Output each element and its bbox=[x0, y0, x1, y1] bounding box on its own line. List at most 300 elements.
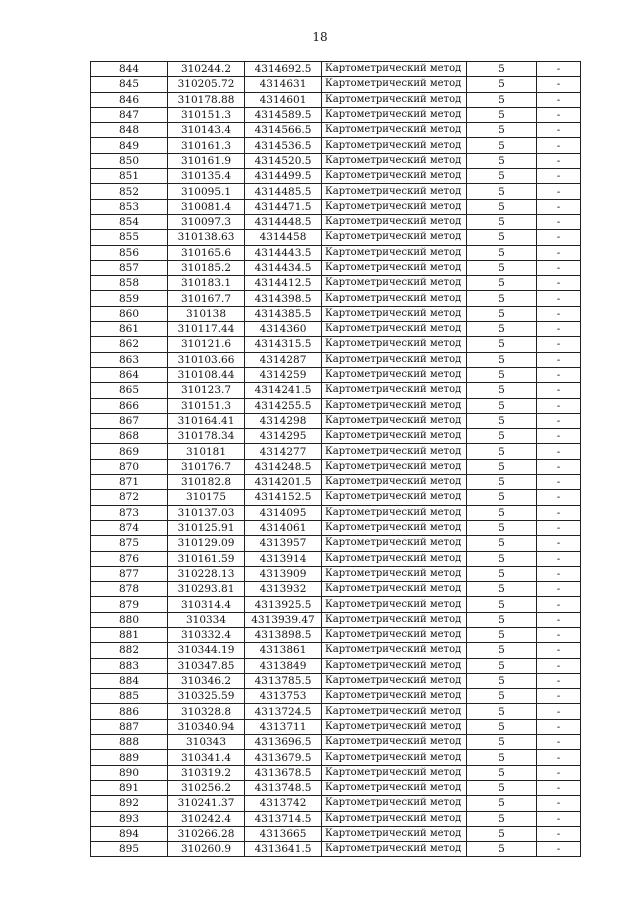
note-cell: - bbox=[537, 62, 581, 77]
note-cell: - bbox=[537, 719, 581, 734]
table-row bbox=[91, 199, 581, 214]
point-number-cell: 870 bbox=[91, 459, 168, 474]
method-cell: Картометрический метод bbox=[322, 658, 467, 673]
table-row bbox=[91, 92, 581, 107]
accuracy-cell: 5 bbox=[467, 123, 537, 138]
x-coordinate-cell: 310178.88 bbox=[168, 92, 245, 107]
accuracy-cell: 5 bbox=[467, 536, 537, 551]
accuracy-cell: 5 bbox=[467, 765, 537, 780]
method-cell: Картометрический метод bbox=[322, 153, 467, 168]
accuracy-cell: 5 bbox=[467, 597, 537, 612]
table-row bbox=[91, 230, 581, 245]
x-coordinate-cell: 310125.91 bbox=[168, 520, 245, 535]
note-cell: - bbox=[537, 490, 581, 505]
method-cell: Картометрический метод bbox=[322, 505, 467, 520]
note-cell: - bbox=[537, 214, 581, 229]
table-row bbox=[91, 184, 581, 199]
accuracy-cell: 5 bbox=[467, 704, 537, 719]
method-cell: Картометрический метод bbox=[322, 398, 467, 413]
note-cell: - bbox=[537, 276, 581, 291]
method-cell: Картометрический метод bbox=[322, 306, 467, 321]
note-cell: - bbox=[537, 77, 581, 92]
point-number-cell: 893 bbox=[91, 811, 168, 826]
x-coordinate-cell: 310161.3 bbox=[168, 138, 245, 153]
y-coordinate-cell: 4313665 bbox=[245, 826, 322, 841]
point-number-cell: 859 bbox=[91, 291, 168, 306]
y-coordinate-cell: 4314152.5 bbox=[245, 490, 322, 505]
accuracy-cell: 5 bbox=[467, 444, 537, 459]
y-coordinate-cell: 4314277 bbox=[245, 444, 322, 459]
point-number-cell: 869 bbox=[91, 444, 168, 459]
note-cell: - bbox=[537, 184, 581, 199]
point-number-cell: 890 bbox=[91, 765, 168, 780]
accuracy-cell: 5 bbox=[467, 750, 537, 765]
x-coordinate-cell: 310108.44 bbox=[168, 367, 245, 382]
y-coordinate-cell: 4313849 bbox=[245, 658, 322, 673]
point-number-cell: 846 bbox=[91, 92, 168, 107]
x-coordinate-cell: 310129.09 bbox=[168, 536, 245, 551]
table-row bbox=[91, 398, 581, 413]
table-row bbox=[91, 413, 581, 428]
accuracy-cell: 5 bbox=[467, 658, 537, 673]
table-row bbox=[91, 536, 581, 551]
point-number-cell: 878 bbox=[91, 582, 168, 597]
point-number-cell: 871 bbox=[91, 475, 168, 490]
point-number-cell: 856 bbox=[91, 245, 168, 260]
method-cell: Картометрический метод bbox=[322, 842, 467, 857]
x-coordinate-cell: 310260.9 bbox=[168, 842, 245, 857]
note-cell: - bbox=[537, 459, 581, 474]
note-cell: - bbox=[537, 520, 581, 535]
accuracy-cell: 5 bbox=[467, 520, 537, 535]
table-row bbox=[91, 780, 581, 795]
point-number-cell: 848 bbox=[91, 123, 168, 138]
page-number: 18 bbox=[312, 30, 328, 44]
y-coordinate-cell: 4314520.5 bbox=[245, 153, 322, 168]
point-number-cell: 892 bbox=[91, 796, 168, 811]
table-row bbox=[91, 658, 581, 673]
table-row bbox=[91, 643, 581, 658]
x-coordinate-cell: 310332.4 bbox=[168, 627, 245, 642]
x-coordinate-cell: 310164.41 bbox=[168, 413, 245, 428]
method-cell: Картометрический метод bbox=[322, 230, 467, 245]
accuracy-cell: 5 bbox=[467, 551, 537, 566]
x-coordinate-cell: 310319.2 bbox=[168, 765, 245, 780]
note-cell: - bbox=[537, 337, 581, 352]
y-coordinate-cell: 4314589.5 bbox=[245, 107, 322, 122]
method-cell: Картометрический метод bbox=[322, 520, 467, 535]
x-coordinate-cell: 310241.37 bbox=[168, 796, 245, 811]
y-coordinate-cell: 4314448.5 bbox=[245, 214, 322, 229]
point-number-cell: 868 bbox=[91, 429, 168, 444]
coordinates-table-body bbox=[91, 62, 581, 857]
method-cell: Картометрический метод bbox=[322, 260, 467, 275]
accuracy-cell: 5 bbox=[467, 169, 537, 184]
y-coordinate-cell: 4314471.5 bbox=[245, 199, 322, 214]
point-number-cell: 853 bbox=[91, 199, 168, 214]
note-cell: - bbox=[537, 536, 581, 551]
method-cell: Картометрический метод bbox=[322, 750, 467, 765]
point-number-cell: 858 bbox=[91, 276, 168, 291]
note-cell: - bbox=[537, 811, 581, 826]
y-coordinate-cell: 4314315.5 bbox=[245, 337, 322, 352]
y-coordinate-cell: 4314536.5 bbox=[245, 138, 322, 153]
accuracy-cell: 5 bbox=[467, 276, 537, 291]
table-row bbox=[91, 459, 581, 474]
x-coordinate-cell: 310103.66 bbox=[168, 352, 245, 367]
note-cell: - bbox=[537, 444, 581, 459]
point-number-cell: 880 bbox=[91, 612, 168, 627]
y-coordinate-cell: 4313641.5 bbox=[245, 842, 322, 857]
x-coordinate-cell: 310135.4 bbox=[168, 169, 245, 184]
x-coordinate-cell: 310340.94 bbox=[168, 719, 245, 734]
method-cell: Картометрический метод bbox=[322, 643, 467, 658]
accuracy-cell: 5 bbox=[467, 627, 537, 642]
point-number-cell: 851 bbox=[91, 169, 168, 184]
method-cell: Картометрический метод bbox=[322, 704, 467, 719]
method-cell: Картометрический метод bbox=[322, 780, 467, 795]
x-coordinate-cell: 310341.4 bbox=[168, 750, 245, 765]
point-number-cell: 849 bbox=[91, 138, 168, 153]
x-coordinate-cell: 310183.1 bbox=[168, 276, 245, 291]
method-cell: Картометрический метод bbox=[322, 92, 467, 107]
point-number-cell: 891 bbox=[91, 780, 168, 795]
y-coordinate-cell: 4314295 bbox=[245, 429, 322, 444]
x-coordinate-cell: 310137.03 bbox=[168, 505, 245, 520]
note-cell: - bbox=[537, 475, 581, 490]
x-coordinate-cell: 310244.2 bbox=[168, 62, 245, 77]
table-row bbox=[91, 673, 581, 688]
point-number-cell: 876 bbox=[91, 551, 168, 566]
x-coordinate-cell: 310151.3 bbox=[168, 107, 245, 122]
accuracy-cell: 5 bbox=[467, 796, 537, 811]
accuracy-cell: 5 bbox=[467, 398, 537, 413]
table-row bbox=[91, 735, 581, 750]
table-row bbox=[91, 490, 581, 505]
accuracy-cell: 5 bbox=[467, 62, 537, 77]
accuracy-cell: 5 bbox=[467, 352, 537, 367]
method-cell: Картометрический метод bbox=[322, 337, 467, 352]
method-cell: Картометрический метод bbox=[322, 566, 467, 581]
accuracy-cell: 5 bbox=[467, 138, 537, 153]
point-number-cell: 855 bbox=[91, 230, 168, 245]
point-number-cell: 888 bbox=[91, 735, 168, 750]
point-number-cell: 865 bbox=[91, 383, 168, 398]
table-row bbox=[91, 566, 581, 581]
method-cell: Картометрический метод bbox=[322, 490, 467, 505]
x-coordinate-cell: 310123.7 bbox=[168, 383, 245, 398]
method-cell: Картометрический метод bbox=[322, 536, 467, 551]
method-cell: Картометрический метод bbox=[322, 475, 467, 490]
table-row bbox=[91, 796, 581, 811]
y-coordinate-cell: 4313696.5 bbox=[245, 735, 322, 750]
y-coordinate-cell: 4313742 bbox=[245, 796, 322, 811]
accuracy-cell: 5 bbox=[467, 337, 537, 352]
accuracy-cell: 5 bbox=[467, 245, 537, 260]
table-row bbox=[91, 123, 581, 138]
accuracy-cell: 5 bbox=[467, 582, 537, 597]
table-row bbox=[91, 107, 581, 122]
y-coordinate-cell: 4314443.5 bbox=[245, 245, 322, 260]
method-cell: Картометрический метод bbox=[322, 597, 467, 612]
table-row bbox=[91, 138, 581, 153]
accuracy-cell: 5 bbox=[467, 780, 537, 795]
note-cell: - bbox=[537, 582, 581, 597]
method-cell: Картометрический метод bbox=[322, 429, 467, 444]
note-cell: - bbox=[537, 367, 581, 382]
point-number-cell: 885 bbox=[91, 689, 168, 704]
y-coordinate-cell: 4314201.5 bbox=[245, 475, 322, 490]
method-cell: Картометрический метод bbox=[322, 291, 467, 306]
note-cell: - bbox=[537, 107, 581, 122]
coordinates-table bbox=[90, 61, 581, 857]
note-cell: - bbox=[537, 322, 581, 337]
table-row bbox=[91, 689, 581, 704]
method-cell: Картометрический метод bbox=[322, 138, 467, 153]
accuracy-cell: 5 bbox=[467, 719, 537, 734]
method-cell: Картометрический метод bbox=[322, 811, 467, 826]
x-coordinate-cell: 310175 bbox=[168, 490, 245, 505]
note-cell: - bbox=[537, 138, 581, 153]
accuracy-cell: 5 bbox=[467, 184, 537, 199]
y-coordinate-cell: 4313932 bbox=[245, 582, 322, 597]
point-number-cell: 889 bbox=[91, 750, 168, 765]
y-coordinate-cell: 4313939.47 bbox=[245, 612, 322, 627]
note-cell: - bbox=[537, 123, 581, 138]
y-coordinate-cell: 4314360 bbox=[245, 322, 322, 337]
x-coordinate-cell: 310138.63 bbox=[168, 230, 245, 245]
table-row bbox=[91, 475, 581, 490]
note-cell: - bbox=[537, 291, 581, 306]
y-coordinate-cell: 4314398.5 bbox=[245, 291, 322, 306]
x-coordinate-cell: 310181 bbox=[168, 444, 245, 459]
point-number-cell: 874 bbox=[91, 520, 168, 535]
point-number-cell: 894 bbox=[91, 826, 168, 841]
note-cell: - bbox=[537, 92, 581, 107]
x-coordinate-cell: 310161.9 bbox=[168, 153, 245, 168]
table-row bbox=[91, 337, 581, 352]
table-row bbox=[91, 322, 581, 337]
method-cell: Картометрический метод bbox=[322, 62, 467, 77]
table-row bbox=[91, 77, 581, 92]
point-number-cell: 875 bbox=[91, 536, 168, 551]
method-cell: Картометрический метод bbox=[322, 551, 467, 566]
table-row bbox=[91, 582, 581, 597]
y-coordinate-cell: 4313898.5 bbox=[245, 627, 322, 642]
point-number-cell: 881 bbox=[91, 627, 168, 642]
x-coordinate-cell: 310176.7 bbox=[168, 459, 245, 474]
table-row bbox=[91, 811, 581, 826]
note-cell: - bbox=[537, 750, 581, 765]
accuracy-cell: 5 bbox=[467, 107, 537, 122]
point-number-cell: 861 bbox=[91, 322, 168, 337]
x-coordinate-cell: 310161.59 bbox=[168, 551, 245, 566]
x-coordinate-cell: 310266.28 bbox=[168, 826, 245, 841]
table-row bbox=[91, 765, 581, 780]
x-coordinate-cell: 310167.7 bbox=[168, 291, 245, 306]
x-coordinate-cell: 310185.2 bbox=[168, 260, 245, 275]
accuracy-cell: 5 bbox=[467, 322, 537, 337]
accuracy-cell: 5 bbox=[467, 689, 537, 704]
point-number-cell: 845 bbox=[91, 77, 168, 92]
y-coordinate-cell: 4314255.5 bbox=[245, 398, 322, 413]
method-cell: Картометрический метод bbox=[322, 582, 467, 597]
x-coordinate-cell: 310165.6 bbox=[168, 245, 245, 260]
point-number-cell: 852 bbox=[91, 184, 168, 199]
x-coordinate-cell: 310121.6 bbox=[168, 337, 245, 352]
y-coordinate-cell: 4314601 bbox=[245, 92, 322, 107]
x-coordinate-cell: 310228.13 bbox=[168, 566, 245, 581]
point-number-cell: 854 bbox=[91, 214, 168, 229]
table-row bbox=[91, 551, 581, 566]
table-row bbox=[91, 169, 581, 184]
x-coordinate-cell: 310095.1 bbox=[168, 184, 245, 199]
accuracy-cell: 5 bbox=[467, 505, 537, 520]
point-number-cell: 882 bbox=[91, 643, 168, 658]
y-coordinate-cell: 4314412.5 bbox=[245, 276, 322, 291]
y-coordinate-cell: 4314241.5 bbox=[245, 383, 322, 398]
y-coordinate-cell: 4314631 bbox=[245, 77, 322, 92]
method-cell: Картометрический метод bbox=[322, 245, 467, 260]
table-row bbox=[91, 750, 581, 765]
note-cell: - bbox=[537, 352, 581, 367]
method-cell: Картометрический метод bbox=[322, 184, 467, 199]
method-cell: Картометрический метод bbox=[322, 689, 467, 704]
x-coordinate-cell: 310314.4 bbox=[168, 597, 245, 612]
note-cell: - bbox=[537, 627, 581, 642]
y-coordinate-cell: 4314499.5 bbox=[245, 169, 322, 184]
y-coordinate-cell: 4313679.5 bbox=[245, 750, 322, 765]
note-cell: - bbox=[537, 551, 581, 566]
accuracy-cell: 5 bbox=[467, 413, 537, 428]
note-cell: - bbox=[537, 796, 581, 811]
y-coordinate-cell: 4313753 bbox=[245, 689, 322, 704]
method-cell: Картометрический метод bbox=[322, 413, 467, 428]
accuracy-cell: 5 bbox=[467, 230, 537, 245]
point-number-cell: 872 bbox=[91, 490, 168, 505]
accuracy-cell: 5 bbox=[467, 475, 537, 490]
x-coordinate-cell: 310293.81 bbox=[168, 582, 245, 597]
method-cell: Картометрический метод bbox=[322, 765, 467, 780]
point-number-cell: 864 bbox=[91, 367, 168, 382]
y-coordinate-cell: 4313925.5 bbox=[245, 597, 322, 612]
method-cell: Картометрический метод bbox=[322, 459, 467, 474]
method-cell: Картометрический метод bbox=[322, 214, 467, 229]
x-coordinate-cell: 310205.72 bbox=[168, 77, 245, 92]
accuracy-cell: 5 bbox=[467, 566, 537, 581]
note-cell: - bbox=[537, 398, 581, 413]
note-cell: - bbox=[537, 765, 581, 780]
point-number-cell: 873 bbox=[91, 505, 168, 520]
accuracy-cell: 5 bbox=[467, 383, 537, 398]
note-cell: - bbox=[537, 826, 581, 841]
note-cell: - bbox=[537, 842, 581, 857]
method-cell: Картометрический метод bbox=[322, 367, 467, 382]
table-row bbox=[91, 367, 581, 382]
point-number-cell: 860 bbox=[91, 306, 168, 321]
x-coordinate-cell: 310334 bbox=[168, 612, 245, 627]
point-number-cell: 879 bbox=[91, 597, 168, 612]
x-coordinate-cell: 310151.3 bbox=[168, 398, 245, 413]
accuracy-cell: 5 bbox=[467, 826, 537, 841]
accuracy-cell: 5 bbox=[467, 367, 537, 382]
accuracy-cell: 5 bbox=[467, 459, 537, 474]
y-coordinate-cell: 4314434.5 bbox=[245, 260, 322, 275]
accuracy-cell: 5 bbox=[467, 673, 537, 688]
y-coordinate-cell: 4313714.5 bbox=[245, 811, 322, 826]
point-number-cell: 866 bbox=[91, 398, 168, 413]
point-number-cell: 877 bbox=[91, 566, 168, 581]
note-cell: - bbox=[537, 673, 581, 688]
accuracy-cell: 5 bbox=[467, 735, 537, 750]
point-number-cell: 886 bbox=[91, 704, 168, 719]
point-number-cell: 850 bbox=[91, 153, 168, 168]
x-coordinate-cell: 310117.44 bbox=[168, 322, 245, 337]
method-cell: Картометрический метод bbox=[322, 276, 467, 291]
y-coordinate-cell: 4313914 bbox=[245, 551, 322, 566]
point-number-cell: 867 bbox=[91, 413, 168, 428]
table-row bbox=[91, 520, 581, 535]
note-cell: - bbox=[537, 230, 581, 245]
y-coordinate-cell: 4314458 bbox=[245, 230, 322, 245]
x-coordinate-cell: 310347.85 bbox=[168, 658, 245, 673]
y-coordinate-cell: 4313785.5 bbox=[245, 673, 322, 688]
note-cell: - bbox=[537, 306, 581, 321]
table-row bbox=[91, 505, 581, 520]
method-cell: Картометрический метод bbox=[322, 735, 467, 750]
y-coordinate-cell: 4313861 bbox=[245, 643, 322, 658]
accuracy-cell: 5 bbox=[467, 842, 537, 857]
x-coordinate-cell: 310143.4 bbox=[168, 123, 245, 138]
point-number-cell: 863 bbox=[91, 352, 168, 367]
method-cell: Картометрический метод bbox=[322, 107, 467, 122]
y-coordinate-cell: 4313909 bbox=[245, 566, 322, 581]
method-cell: Картометрический метод bbox=[322, 673, 467, 688]
note-cell: - bbox=[537, 780, 581, 795]
y-coordinate-cell: 4313957 bbox=[245, 536, 322, 551]
y-coordinate-cell: 4314287 bbox=[245, 352, 322, 367]
method-cell: Картометрический метод bbox=[322, 444, 467, 459]
accuracy-cell: 5 bbox=[467, 92, 537, 107]
note-cell: - bbox=[537, 245, 581, 260]
x-coordinate-cell: 310256.2 bbox=[168, 780, 245, 795]
x-coordinate-cell: 310325.59 bbox=[168, 689, 245, 704]
accuracy-cell: 5 bbox=[467, 291, 537, 306]
table-row bbox=[91, 627, 581, 642]
note-cell: - bbox=[537, 260, 581, 275]
table-row bbox=[91, 214, 581, 229]
table-row bbox=[91, 444, 581, 459]
point-number-cell: 887 bbox=[91, 719, 168, 734]
accuracy-cell: 5 bbox=[467, 429, 537, 444]
method-cell: Картометрический метод bbox=[322, 796, 467, 811]
table-row bbox=[91, 842, 581, 857]
note-cell: - bbox=[537, 735, 581, 750]
x-coordinate-cell: 310242.4 bbox=[168, 811, 245, 826]
x-coordinate-cell: 310346.2 bbox=[168, 673, 245, 688]
method-cell: Картометрический метод bbox=[322, 169, 467, 184]
note-cell: - bbox=[537, 383, 581, 398]
accuracy-cell: 5 bbox=[467, 811, 537, 826]
table-row bbox=[91, 383, 581, 398]
note-cell: - bbox=[537, 199, 581, 214]
accuracy-cell: 5 bbox=[467, 199, 537, 214]
point-number-cell: 895 bbox=[91, 842, 168, 857]
y-coordinate-cell: 4314259 bbox=[245, 367, 322, 382]
point-number-cell: 862 bbox=[91, 337, 168, 352]
x-coordinate-cell: 310178.34 bbox=[168, 429, 245, 444]
x-coordinate-cell: 310081.4 bbox=[168, 199, 245, 214]
